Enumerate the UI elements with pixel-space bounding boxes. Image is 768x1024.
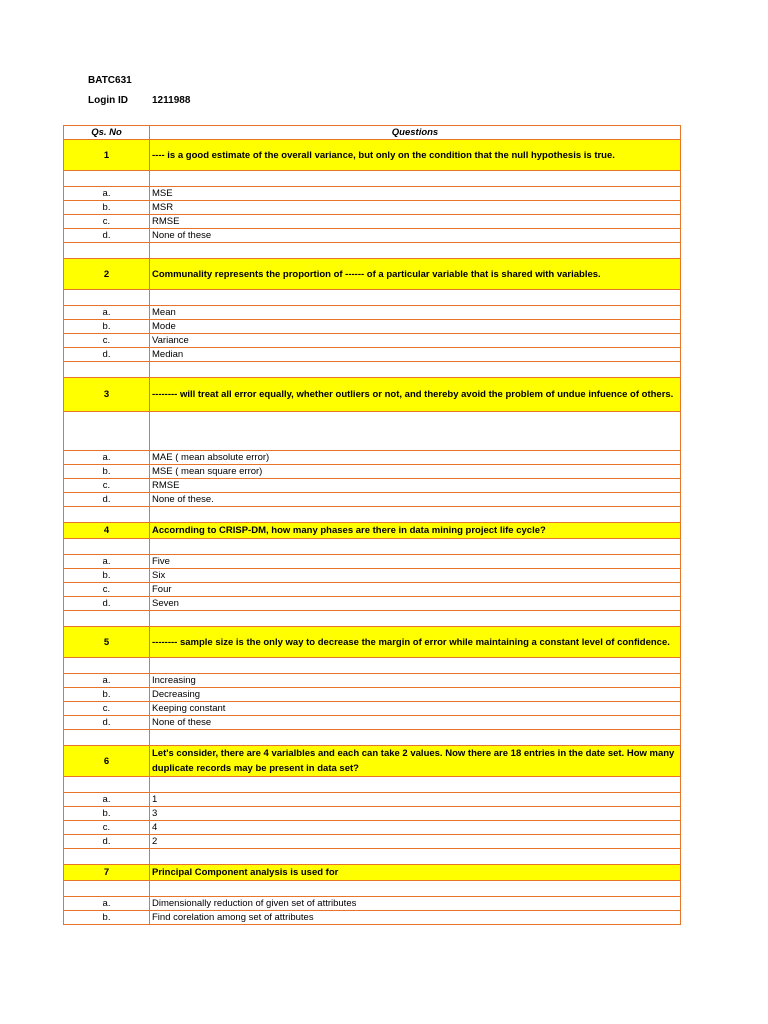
option-letter: c.	[64, 215, 150, 229]
login-row	[88, 95, 191, 106]
blank-cell	[64, 412, 150, 451]
option-letter: c.	[64, 479, 150, 493]
option-text: Mode	[150, 320, 681, 334]
question-number: 7	[64, 865, 150, 881]
option-letter: a.	[64, 451, 150, 465]
option-letter: a.	[64, 897, 150, 911]
question-number: 3	[64, 378, 150, 412]
question-number: 5	[64, 627, 150, 658]
spacer-row	[64, 881, 681, 897]
blank-cell	[64, 881, 150, 897]
option-text: Variance	[150, 334, 681, 348]
option-letter: d.	[64, 716, 150, 730]
question-row	[64, 259, 681, 290]
option-row	[64, 555, 681, 569]
spacer-row	[64, 171, 681, 187]
question-row	[64, 627, 681, 658]
spacer-row	[64, 412, 681, 451]
question-text: Let's consider, there are 4 varialbles and each can take 2 values. Now there are 18 entries in the date set. How many duplicate records may be present in data set?	[150, 746, 681, 777]
option-text: None of these	[150, 716, 681, 730]
option-letter: c.	[64, 821, 150, 835]
question-text: -------- sample size is the only way to decrease the margin of error while maintaining a constant level of confidence.	[150, 627, 681, 658]
option-text: None of these.	[150, 493, 681, 507]
spacer-row	[64, 539, 681, 555]
option-text: Five	[150, 555, 681, 569]
course-code-text: BATC631	[88, 75, 132, 86]
table-header-row	[64, 126, 681, 140]
blank-cell	[64, 539, 150, 555]
question-row	[64, 746, 681, 777]
blank-cell	[64, 171, 150, 187]
blank-cell	[64, 290, 150, 306]
option-text: Mean	[150, 306, 681, 320]
blank-cell	[64, 777, 150, 793]
option-row	[64, 597, 681, 611]
option-row	[64, 835, 681, 849]
spacer-row	[64, 362, 681, 378]
option-letter: a.	[64, 674, 150, 688]
question-row	[64, 523, 681, 539]
option-row	[64, 807, 681, 821]
question-number: 6	[64, 746, 150, 777]
option-row	[64, 465, 681, 479]
option-row	[64, 688, 681, 702]
blank-cell	[64, 362, 150, 378]
blank-cell	[150, 507, 681, 523]
col-header-qs-no: Qs. No	[64, 126, 150, 140]
option-text: MSE ( mean square error)	[150, 465, 681, 479]
option-letter: a.	[64, 793, 150, 807]
question-text: Principal Component analysis is used for	[150, 865, 681, 881]
questions-table-body	[64, 126, 681, 925]
option-text: Find corelation among set of attributes	[150, 911, 681, 925]
blank-cell	[150, 881, 681, 897]
question-row	[64, 140, 681, 171]
option-row	[64, 479, 681, 493]
option-row	[64, 716, 681, 730]
blank-cell	[150, 362, 681, 378]
blank-cell	[150, 290, 681, 306]
option-letter: b.	[64, 807, 150, 821]
option-text: Decreasing	[150, 688, 681, 702]
option-text: MAE ( mean absolute error)	[150, 451, 681, 465]
option-row	[64, 334, 681, 348]
option-letter: c.	[64, 334, 150, 348]
blank-cell	[150, 658, 681, 674]
option-row	[64, 320, 681, 334]
option-row	[64, 583, 681, 597]
option-text: 3	[150, 807, 681, 821]
option-letter: d.	[64, 597, 150, 611]
option-text: None of these	[150, 229, 681, 243]
option-letter: a.	[64, 187, 150, 201]
option-row	[64, 793, 681, 807]
option-row	[64, 215, 681, 229]
option-row	[64, 821, 681, 835]
option-letter: b.	[64, 688, 150, 702]
option-row	[64, 201, 681, 215]
question-number: 2	[64, 259, 150, 290]
spacer-row	[64, 243, 681, 259]
login-label: Login ID	[88, 95, 128, 106]
option-text: Keeping constant	[150, 702, 681, 716]
question-text: ---- is a good estimate of the overall variance, but only on the condition that the null hypothesis is true.	[150, 140, 681, 171]
option-row	[64, 306, 681, 320]
option-text: Six	[150, 569, 681, 583]
option-text: RMSE	[150, 479, 681, 493]
option-text: MSE	[150, 187, 681, 201]
option-text: Four	[150, 583, 681, 597]
question-text: Communality represents the proportion of ------ of a particular variable that is shared with variables.	[150, 259, 681, 290]
question-row	[64, 865, 681, 881]
option-letter: a.	[64, 306, 150, 320]
option-row	[64, 229, 681, 243]
option-letter: b.	[64, 201, 150, 215]
option-text: 2	[150, 835, 681, 849]
option-text: Increasing	[150, 674, 681, 688]
question-row	[64, 378, 681, 412]
spacer-row	[64, 658, 681, 674]
option-letter: a.	[64, 555, 150, 569]
option-row	[64, 451, 681, 465]
option-text: MSR	[150, 201, 681, 215]
blank-cell	[150, 777, 681, 793]
col-header-questions: Questions	[150, 126, 681, 140]
blank-cell	[150, 730, 681, 746]
blank-cell	[64, 730, 150, 746]
option-row	[64, 187, 681, 201]
option-letter: b.	[64, 569, 150, 583]
option-row	[64, 493, 681, 507]
spacer-row	[64, 777, 681, 793]
spacer-row	[64, 290, 681, 306]
spacer-row	[64, 507, 681, 523]
option-row	[64, 674, 681, 688]
option-row	[64, 911, 681, 925]
spacer-row	[64, 730, 681, 746]
blank-cell	[150, 539, 681, 555]
blank-cell	[150, 171, 681, 187]
option-letter: d.	[64, 835, 150, 849]
option-letter: b.	[64, 911, 150, 925]
option-row	[64, 702, 681, 716]
option-letter: d.	[64, 348, 150, 362]
blank-cell	[150, 243, 681, 259]
question-number: 1	[64, 140, 150, 171]
option-text: 4	[150, 821, 681, 835]
option-text: Seven	[150, 597, 681, 611]
blank-cell	[150, 849, 681, 865]
blank-cell	[150, 611, 681, 627]
blank-cell	[64, 243, 150, 259]
blank-cell	[64, 658, 150, 674]
option-letter: b.	[64, 465, 150, 479]
question-text: -------- will treat all error equally, whether outliers or not, and thereby avoid the problem of undue infuence of others.	[150, 378, 681, 412]
blank-cell	[64, 507, 150, 523]
option-letter: c.	[64, 583, 150, 597]
option-row	[64, 569, 681, 583]
spacer-row	[64, 611, 681, 627]
blank-cell	[150, 412, 681, 451]
option-letter: d.	[64, 493, 150, 507]
question-number: 4	[64, 523, 150, 539]
option-text: RMSE	[150, 215, 681, 229]
option-text: 1	[150, 793, 681, 807]
option-letter: b.	[64, 320, 150, 334]
option-row	[64, 348, 681, 362]
questions-table	[63, 125, 681, 925]
blank-cell	[64, 611, 150, 627]
option-text: Dimensionally reduction of given set of attributes	[150, 897, 681, 911]
option-letter: c.	[64, 702, 150, 716]
option-letter: d.	[64, 229, 150, 243]
course-code	[88, 75, 132, 86]
option-text: Median	[150, 348, 681, 362]
option-row	[64, 897, 681, 911]
login-value: 1211988	[152, 95, 191, 106]
spacer-row	[64, 849, 681, 865]
blank-cell	[64, 849, 150, 865]
question-text: Accornding to CRISP-DM, how many phases are there in data mining project life cycle?	[150, 523, 681, 539]
